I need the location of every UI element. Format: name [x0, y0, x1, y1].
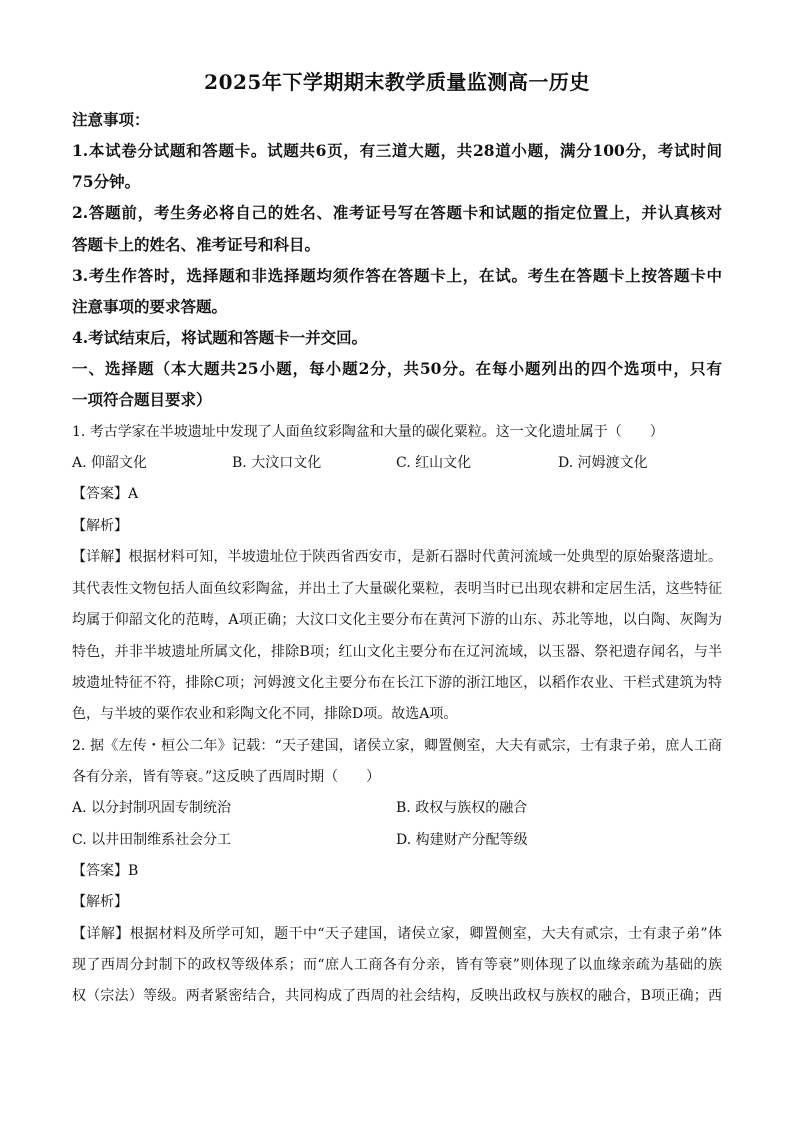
analysis-label: 【解析】 [72, 518, 128, 534]
detail-line: 其代表性文物包括人面鱼纹彩陶盆，并出土了大量碳化粟粒，表明当时已出现农耕和定居生活，这些特征 [72, 581, 722, 597]
notice-line: 2.答题前，考生务必将自己的姓名、准考证号写在答题卡和试题的指定位置上，并认真核对 [72, 203, 722, 222]
option-d: D. 构建财产分配等级 [396, 832, 528, 848]
question-stem: 2. 据《左传・桓公二年》记载：“天子建国，诸侯立家，卿置侧室，大夫有贰宗，士有隶子弟，庶人工商 [72, 738, 722, 754]
option-c: C. 以井田制维系社会分工 [72, 832, 232, 848]
option-b: B. 大汶口文化 [232, 455, 322, 471]
notice-heading: 注意事项： [72, 110, 150, 129]
option-a: A. 仰韶文化 [72, 455, 148, 471]
page-title: 2025年下学期期末教学质量监测高一历史 [204, 70, 590, 94]
section-heading: 一、选择题（本大题共25小题，每小题2分，共50分。在每小题列出的四个选项中，只有 [72, 359, 722, 378]
detail-line: 现了西周分封制下的政权等级体系；而“庶人工商各有分亲，皆有等衰”则体现了以血缘亲疏为基础的族 [72, 957, 722, 973]
detail-line: 均属于仰韶文化的范畴，A项正确；大汶口文化主要分布在黄河下游的山东、苏北等地，以白陶、灰陶为 [72, 612, 722, 628]
notice-line: 4.考试结束后，将试题和答题卡一并交回。 [72, 328, 368, 347]
notice-line: 3.考生作答时，选择题和非选择题均须作答在答题卡上，在试。考生在答题卡上按答题卡中 [72, 266, 722, 285]
answer-label: 【答案】A [72, 486, 139, 502]
analysis-label: 【解析】 [72, 894, 128, 910]
question-stem: 1. 考古学家在半坡遗址中发现了人面鱼纹彩陶盆和大量的碳化粟粒。这一文化遗址属于（ ） [72, 424, 664, 440]
question-stem: 各有分亲，皆有等衰。”这反映了西周时期（ ） [72, 769, 381, 785]
notice-line: 注意事项的要求答题。 [72, 297, 228, 316]
detail-line: 【详解】根据材料可知，半坡遗址位于陕西省西安市，是新石器时代黄河流域一处典型的原始聚落遗址。 [72, 549, 722, 565]
notice-line: 75分钟。 [72, 172, 141, 191]
detail-line: 色，与半坡的粟作农业和彩陶文化不同，排除D项。故选A项。 [72, 706, 458, 722]
answer-label: 【答案】B [72, 863, 139, 879]
detail-line: 坡遗址特征不符，排除C项；河姆渡文化主要分布在长江下游的浙江地区，以稻作农业、干栏式建筑为特 [72, 675, 722, 691]
option-a: A. 以分封制巩固专制统治 [72, 800, 232, 816]
option-c: C. 红山文化 [396, 455, 472, 471]
option-b: B. 政权与族权的融合 [396, 800, 528, 816]
detail-line: 【详解】根据材料及所学可知，题干中“天子建国，诸侯立家，卿置侧室，大夫有贰宗，士有隶子弟”体 [72, 926, 722, 942]
option-d: D. 河姆渡文化 [558, 455, 648, 471]
detail-line: 特色，并非半坡遗址所属文化，排除B项；红山文化主要分布在辽河流域，以玉器、祭祀遗存闻名，与半 [72, 644, 722, 660]
section-heading: 一项符合题目要求） [72, 390, 212, 409]
notice-line: 1.本试卷分试题和答题卡。试题共6页，有三道大题，共28道小题，满分100分，考试时间 [72, 141, 722, 160]
notice-line: 答题卡上的姓名、准考证号和科目。 [72, 235, 321, 254]
detail-line: 权（宗法）等级。两者紧密结合，共同构成了西周的社会结构，反映出政权与族权的融合，B项正确；西 [72, 988, 722, 1004]
